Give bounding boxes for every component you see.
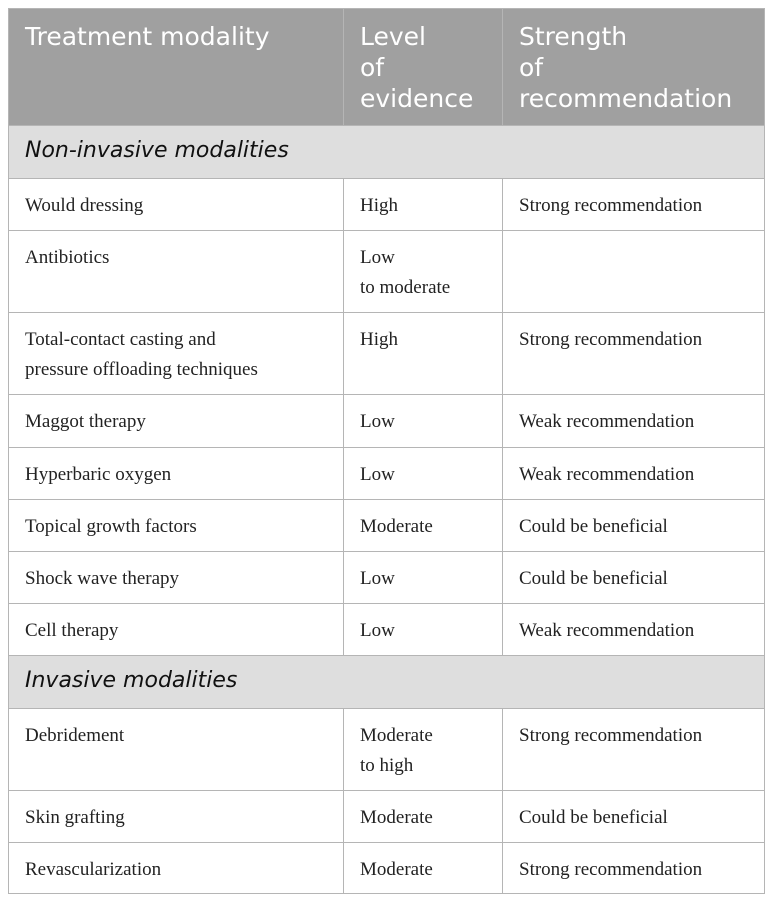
recommendation-cell: Strong recommendation (503, 709, 765, 791)
recommendation-cell: Weak recommendation (503, 448, 765, 500)
evidence-cell: High (344, 179, 503, 231)
recommendation-cell: Could be beneficial (503, 552, 765, 604)
table-row (9, 179, 765, 231)
recommendation-cell: Weak recommendation (503, 395, 765, 448)
table-row (9, 231, 765, 313)
recommendation-cell: Strong recommendation (503, 843, 765, 894)
modality-cell: Cell therapy (9, 604, 344, 656)
section-title-non-invasive: Non-invasive modalities (9, 126, 765, 179)
recommendation-cell: Strong recommendation (503, 179, 765, 231)
modality-cell: Hyperbaric oxygen (9, 448, 344, 500)
modality-cell: Shock wave therapy (9, 552, 344, 604)
table-row (9, 604, 765, 656)
modality-cell: Total-contact casting and pressure offloading techniques (9, 313, 344, 395)
evidence-cell: Low (344, 448, 503, 500)
evidence-cell: Moderate (344, 500, 503, 552)
table-row (9, 313, 765, 395)
section-row (9, 656, 765, 709)
table-row (9, 448, 765, 500)
modality-cell: Revascularization (9, 843, 344, 894)
table-row (9, 791, 765, 843)
section-row (9, 126, 765, 179)
recommendation-cell (503, 231, 765, 313)
table-row (9, 709, 765, 791)
evidence-cell: Low (344, 552, 503, 604)
recommendation-cell: Could be beneficial (503, 791, 765, 843)
section-title-invasive: Invasive modalities (9, 656, 765, 709)
header-level-of-evidence: Level of evidence (344, 9, 503, 126)
modality-cell: Maggot therapy (9, 395, 344, 448)
recommendation-cell: Strong recommendation (503, 313, 765, 395)
table-row (9, 843, 765, 894)
evidence-cell: Low to moderate (344, 231, 503, 313)
header-strength-of-recommendation: Strength of recommendation (503, 9, 765, 126)
modality-cell: Topical growth factors (9, 500, 344, 552)
evidence-cell: Low (344, 395, 503, 448)
modality-cell: Antibiotics (9, 231, 344, 313)
header-treatment-modality: Treatment modality (9, 9, 344, 126)
evidence-cell: Moderate to high (344, 709, 503, 791)
evidence-cell: Low (344, 604, 503, 656)
modality-cell: Skin grafting (9, 791, 344, 843)
table-row (9, 500, 765, 552)
table-row (9, 552, 765, 604)
evidence-cell: Moderate (344, 791, 503, 843)
evidence-cell: Moderate (344, 843, 503, 894)
evidence-cell: High (344, 313, 503, 395)
header-row (9, 9, 765, 126)
recommendation-cell: Could be beneficial (503, 500, 765, 552)
modality-cell: Debridement (9, 709, 344, 791)
table-row (9, 395, 765, 448)
modality-cell: Would dressing (9, 179, 344, 231)
treatment-table (8, 8, 765, 894)
recommendation-cell: Weak recommendation (503, 604, 765, 656)
